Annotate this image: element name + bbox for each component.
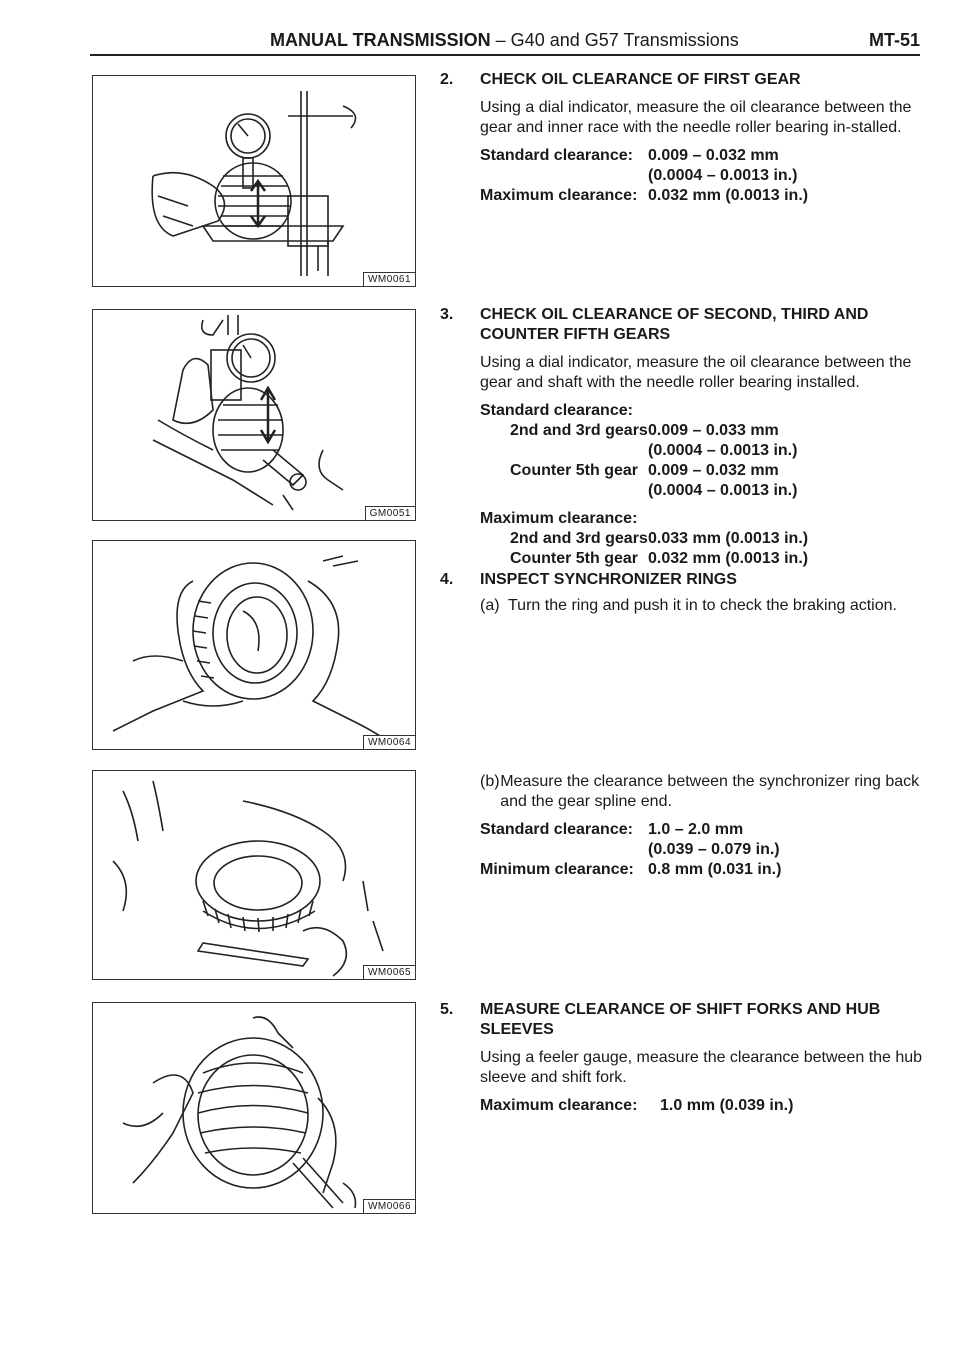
- step-b: [480, 772, 930, 812]
- spec-block: [480, 820, 930, 880]
- figure-shift-fork-clearance: [92, 1002, 416, 1214]
- spec-value: 0.009 – 0.032 mm: [648, 462, 779, 479]
- spec-block: [480, 146, 930, 206]
- spec-value: 0.033 mm (0.0013 in.): [648, 530, 809, 547]
- section-heading: MEASURE CLEARANCE OF SHIFT FORKS AND HUB SLEEVES: [480, 1001, 881, 1038]
- figure-code: WM0065: [363, 965, 415, 979]
- section-4: [440, 570, 930, 616]
- spec-label: Standard clearance:: [480, 821, 633, 838]
- figure-code: WM0061: [363, 272, 415, 286]
- step-tag: (a): [480, 597, 500, 614]
- spec-label: Maximum clearance:: [480, 187, 638, 204]
- spec-value: (0.039 – 0.079 in.): [648, 841, 780, 858]
- spec-block: [480, 1096, 930, 1116]
- spec-label: Counter 5th gear: [510, 462, 639, 479]
- section-2: [440, 70, 930, 206]
- step-tag: (b): [480, 773, 500, 790]
- section-heading: INSPECT SYNCHRONIZER RINGS: [480, 571, 737, 588]
- step-text: Turn the ring and push it in to check the braking action.: [508, 597, 897, 614]
- spec-label: Maximum clearance:: [480, 510, 638, 527]
- spec-value: 0.009 – 0.033 mm: [648, 422, 779, 439]
- page-header: [90, 28, 920, 54]
- step-text: Measure the clearance between the synchronizer ring back and the gear spline end.: [500, 773, 920, 810]
- section-number: 3.: [440, 306, 454, 323]
- section-body: Using a dial indicator, measure the oil clearance between the gear and inner race with the needle roller bearing in-stalled.: [480, 99, 912, 136]
- spec-value: 0.009 – 0.032 mm: [648, 147, 779, 164]
- spec-label: 2nd and 3rd gears: [510, 530, 648, 547]
- spec-value: 1.0 mm (0.039 in.): [660, 1097, 794, 1114]
- section-number: 2.: [440, 71, 454, 88]
- spec-value: 0.032 mm (0.0013 in.): [648, 550, 809, 567]
- title-rest: – G40 and G57 Transmissions: [490, 30, 739, 50]
- figure-code: WM0066: [363, 1199, 415, 1213]
- spec-value: 1.0 – 2.0 mm: [648, 821, 744, 838]
- spec-value: 0.032 mm (0.0013 in.): [648, 187, 809, 204]
- spec-label: Standard clearance:: [480, 147, 633, 164]
- spec-label: Minimum clearance:: [480, 861, 634, 878]
- spec-value: (0.0004 – 0.0013 in.): [648, 482, 798, 499]
- section-4b: [440, 772, 930, 880]
- section-heading: CHECK OIL CLEARANCE OF SECOND, THIRD AND COUNTER FIFTH GEARS: [480, 306, 869, 343]
- figure-code: WM0064: [363, 735, 415, 749]
- spec-label: Standard clearance:: [480, 402, 633, 419]
- figure-synchronizer-ring-braking: [92, 540, 416, 750]
- title-bold: MANUAL TRANSMISSION: [270, 30, 491, 50]
- figure-synchronizer-ring-clearance: [92, 770, 416, 980]
- spec-block: [480, 401, 930, 569]
- page-title: [270, 30, 739, 51]
- section-body: Using a dial indicator, measure the oil clearance between the gear and shaft with the needle roller bearing installed.: [480, 354, 912, 391]
- section-heading: CHECK OIL CLEARANCE OF FIRST GEAR: [480, 71, 801, 88]
- section-body: Using a feeler gauge, measure the clearance between the hub sleeve and shift fork.: [480, 1049, 923, 1086]
- spec-label: 2nd and 3rd gears: [510, 422, 648, 439]
- spec-value: 0.8 mm (0.031 in.): [648, 861, 782, 878]
- spec-label: Counter 5th gear: [510, 550, 639, 567]
- step-a: [480, 596, 930, 616]
- figure-dial-indicator-second-third-gear: [92, 309, 416, 521]
- section-number: 4.: [440, 571, 454, 588]
- figure-dial-indicator-first-gear: [92, 75, 416, 287]
- spec-value: (0.0004 – 0.0013 in.): [648, 167, 798, 184]
- figure-code: GM0051: [365, 506, 415, 520]
- spec-label: Maximum clearance:: [480, 1097, 638, 1114]
- section-5: [440, 1000, 930, 1116]
- header-rule: [90, 54, 920, 56]
- section-number: 5.: [440, 1001, 454, 1018]
- section-3: [440, 305, 930, 569]
- page-number: MT-51: [868, 30, 920, 50]
- spec-value: (0.0004 – 0.0013 in.): [648, 442, 798, 459]
